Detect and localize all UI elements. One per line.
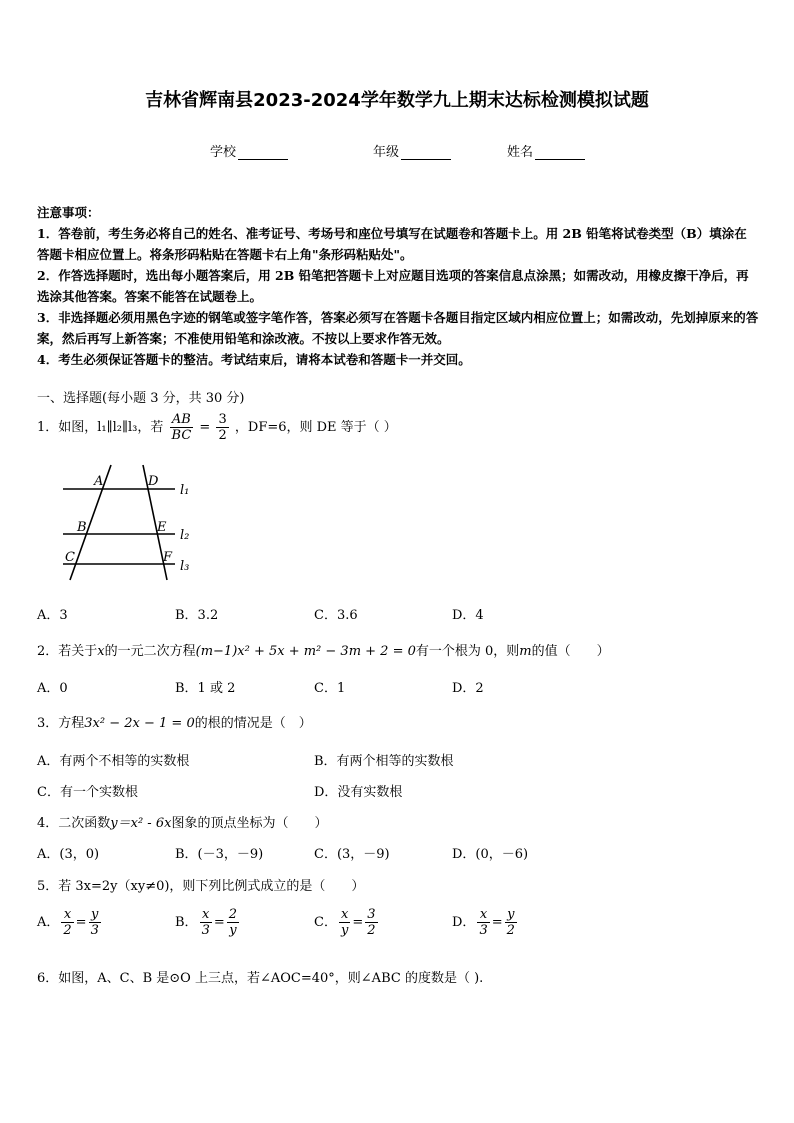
- question-3: [37, 712, 312, 731]
- q1-val-den: 2: [218, 428, 227, 443]
- grade-field[interactable]: [373, 141, 451, 160]
- q4-equation: y＝x² - 6x: [110, 816, 172, 831]
- name-field[interactable]: [507, 141, 585, 160]
- grade-blank[interactable]: [401, 145, 451, 160]
- q1-figure: [55, 460, 205, 585]
- q3-option-a[interactable]: A．有两个不相等的实数根: [37, 754, 190, 769]
- note-item-3: 3．非选择题必须用黑色字迹的钢笔或签字笔作答，答案必须写在答题卡各题目指定区域内相应位置上；如需改动，先划掉原来的答案，然后再写上新答案；不准使用铅笔和涂改液。不按以上要求作答无效。: [37, 310, 759, 346]
- q5-d-label: D．: [452, 915, 476, 930]
- q5-a-label: A．: [37, 915, 60, 930]
- q5-b-right: [227, 907, 239, 938]
- q1-option-d[interactable]: D．4: [452, 608, 484, 623]
- q4-option-d[interactable]: D．(0，－6): [452, 847, 529, 862]
- q5-option-c[interactable]: C． $\frac{x}{y}$ = $\frac{3}{2}$: [314, 907, 376, 938]
- name-label: 姓名: [507, 145, 534, 160]
- q5-option-a[interactable]: A． $\frac{x}{2}$ = $\frac{y}{3}$: [37, 907, 99, 938]
- q5-c-left-num: x: [339, 907, 350, 923]
- label-l1: l₁: [180, 483, 190, 498]
- label-d: D: [148, 474, 159, 489]
- q2-mid: 的一元二次方程: [104, 644, 196, 659]
- label-l3: l₃: [180, 559, 190, 574]
- q1-val-num: 3: [218, 412, 227, 427]
- q5-option-b[interactable]: B． $\frac{x}{3}$ = $\frac{2}{y}$: [175, 907, 238, 938]
- q5-a-right-den: 3: [90, 923, 99, 938]
- label-b: B: [77, 520, 87, 535]
- q2-option-c[interactable]: C．1: [314, 681, 346, 696]
- q2-equation: (m−1)x² + 5x + m² − 3m + 2 = 0: [195, 644, 416, 659]
- q5-c-right-num: 3: [367, 907, 376, 922]
- q3-prefix: 3．方程: [37, 716, 85, 731]
- school-label: 学校: [210, 145, 237, 160]
- note-item-2: 2．作答选择题时，选出每小题答案后，用 2B 铅笔把答题卡上对应题目选项的答案信息点涂黑；如需改动，用橡皮擦干净后，再选涂其他答案。答案不能答在试题卷上。: [37, 268, 749, 304]
- school-blank[interactable]: [238, 145, 288, 160]
- exam-notes: [37, 202, 759, 370]
- q2-var-m: m: [519, 644, 532, 659]
- q5-a-right: [89, 907, 101, 938]
- q2-prefix: 2．若关于: [37, 644, 98, 659]
- q1-option-b[interactable]: B．3.2: [175, 608, 219, 623]
- question-1: [37, 412, 397, 443]
- q5-d-left-den: 3: [479, 923, 488, 938]
- label-f: F: [163, 550, 173, 565]
- note-item-4: 4．考生必须保证答题卡的整洁。考试结束后，请将本试卷和答题卡一并交回。: [37, 352, 471, 367]
- q1-fraction: [170, 412, 194, 443]
- q5-c-left-den: y: [340, 923, 349, 938]
- q3-suffix: 的根的情况是（ ）: [194, 716, 312, 731]
- q2-option-b[interactable]: B．1 或 2: [175, 681, 236, 696]
- q5-c-right-den: 2: [367, 923, 376, 938]
- q1-option-a[interactable]: A．3: [37, 608, 68, 623]
- grade-label: 年级: [373, 145, 400, 160]
- q3-option-c[interactable]: C．有一个实数根: [37, 785, 138, 800]
- label-e: E: [157, 520, 167, 535]
- q5-d-left: [477, 907, 489, 938]
- label-a: A: [94, 474, 104, 489]
- q2-option-d[interactable]: D．2: [452, 681, 484, 696]
- q5-a-left-num: x: [61, 907, 73, 923]
- q5-b-left: [200, 907, 212, 938]
- q5-b-left-den: 3: [201, 923, 210, 938]
- q5-b-right-num: 2: [228, 907, 238, 922]
- q5-d-left-num: x: [477, 907, 489, 923]
- q2-suffix2: 的值（ ）: [531, 644, 610, 659]
- q1-suffix: ，DF=6，则 DE 等于（ ）: [234, 420, 397, 435]
- q3-option-b[interactable]: B．有两个相等的实数根: [314, 754, 454, 769]
- q5-option-d[interactable]: D． $\frac{x}{3}$ = $\frac{y}{2}$: [452, 907, 515, 938]
- question-5: 5．若 3x=2y（xy≠0)，则下列比例式成立的是（ ）: [37, 879, 365, 894]
- q5-d-right: [505, 907, 517, 938]
- q5-a-left-den: 2: [63, 923, 72, 938]
- q4-option-b[interactable]: B．(－3，－9): [175, 847, 264, 862]
- label-l2: l₂: [180, 528, 190, 543]
- q1-value: [216, 412, 228, 443]
- q2-suffix1: 有一个根为 0，则: [415, 644, 520, 659]
- q1-prefix: 1．如图，l₁∥l₂∥l₃，若: [37, 420, 164, 435]
- q5-c-left: [339, 907, 350, 938]
- q5-b-left-num: x: [200, 907, 212, 923]
- section-title: 一、选择题(每小题 3 分，共 30 分): [37, 391, 245, 406]
- q3-option-d[interactable]: D．没有实数根: [314, 785, 403, 800]
- school-field[interactable]: [210, 141, 288, 160]
- q4-prefix: 4．二次函数: [37, 816, 111, 831]
- q4-option-a[interactable]: A．(3，0): [37, 847, 100, 862]
- q2-var-x: x: [97, 644, 105, 659]
- q1-option-c[interactable]: C．3.6: [314, 608, 358, 623]
- q5-b-label: B．: [175, 915, 198, 930]
- q1-eq: =: [199, 420, 211, 435]
- q2-option-a[interactable]: A．0: [37, 681, 68, 696]
- page-title: 吉林省辉南县2023-2024学年数学九上期末达标检测模拟试题: [145, 90, 649, 111]
- q4-suffix: 图象的顶点坐标为（ ）: [171, 816, 328, 831]
- q5-a-left: [61, 907, 73, 938]
- q5-d-right-num: y: [505, 907, 517, 923]
- q5-a-right-num: y: [89, 907, 101, 923]
- q5-d-right-den: 2: [506, 923, 515, 938]
- q1-frac-den: BC: [171, 428, 192, 443]
- q5-b-right-den: y: [229, 923, 237, 938]
- question-2: [37, 640, 610, 659]
- q1-frac-num: AB: [170, 412, 194, 428]
- label-c: C: [65, 550, 75, 565]
- name-blank[interactable]: [535, 145, 585, 160]
- q3-equation: 3x² − 2x − 1 = 0: [84, 716, 195, 731]
- note-item-1: 1．答卷前，考生务必将自己的姓名、准考证号、考场号和座位号填写在试题卷和答题卡上。用 2B 铅笔将试卷类型（B）填涂在答题卡相应位置上。将条形码粘贴在答题卡右上角"条形码粘贴处"。: [37, 226, 747, 262]
- q5-c-right: [365, 907, 377, 938]
- q4-option-c[interactable]: C．(3，－9): [314, 847, 390, 862]
- notes-heading: 注意事项：: [37, 205, 100, 220]
- question-4: [37, 812, 327, 831]
- question-6: 6．如图，A、C、B 是⊙O 上三点，若∠AOC=40°，则∠ABC 的度数是（ ).: [37, 971, 484, 986]
- q5-c-label: C．: [314, 915, 337, 930]
